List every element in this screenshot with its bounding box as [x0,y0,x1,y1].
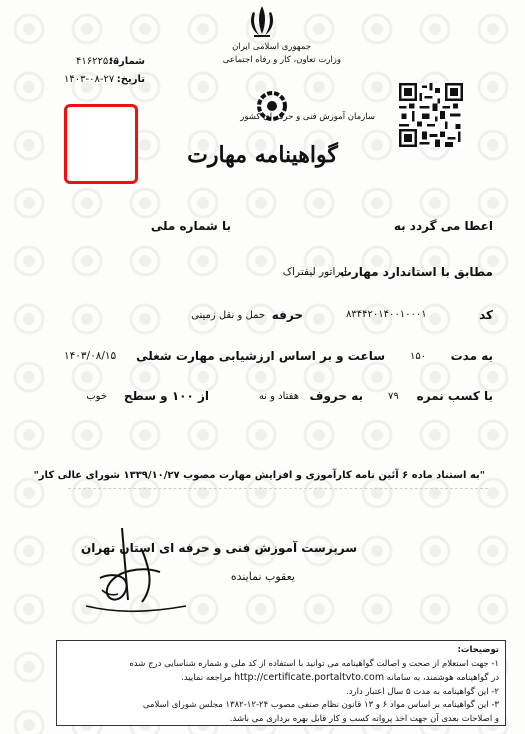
note-line-3: ۲- این گواهینامه به مدت ۵ سال اعتبار دارد. [346,686,499,697]
legal-basis: "به استناد ماده ۶ آئین نامه کارآموزی و افزایش مهارت مصوب ۱۳۳۹/۱۰/۲۷ شورای عالی کار" [33,470,485,481]
signature-mark [82,520,190,620]
verification-link[interactable]: http://certificate.portaltvto.com [234,672,385,683]
notes-box [56,640,506,726]
certificate-number-label: شماره: [109,56,145,67]
in-words-value: هفتاد و نه [258,391,299,402]
certificate-title: گواهینامه مهارت [187,142,338,168]
profession-value: حمل و نقل زمینی [191,310,265,321]
score-label: با کسب نمره [416,389,493,403]
divider [68,488,488,489]
in-words-label: به حروف [309,389,363,403]
profession-label: حرفه [271,308,303,322]
duration-value: ۱۵۰ [410,351,427,362]
signatory-title: سرپرست آموزش فنی و حرفه ای استان تهران [80,541,357,555]
note-line-5: و اصلاحات بعدی آن جهت اخذ پروانه کسب و کار قابل بهره برداری می باشد. [229,713,499,724]
duration-label: به مدت [450,349,493,363]
notes-heading: توضیحات: [457,645,499,655]
qr-code-icon[interactable] [399,82,463,148]
note-line-1: ۱- جهت استعلام از صحت و اصالت گواهینامه می توانید با استفاده از کد ملی و شماره شناسایی درج شده [129,658,499,669]
code-value: ۸۳۴۴۲۰۱۴۰۰۱۰۰۰۱ [346,309,427,320]
hours-and-assessment-label: ساعت و بر اساس ارزشیابی مهارت شغلی [136,349,385,363]
note-line-2-end: مراجعه نمایید. [181,673,232,683]
certificate-date-label: تاریخ: [116,74,145,85]
note-line-2 [63,671,499,686]
assessment-date: ۱۴۰۳/۰۸/۱۵ [64,350,117,362]
ministry-name: وزارت تعاون، کار و رفاه اجتماعی [222,55,341,65]
note-line-2-start: در گواهینامه هوشمند، به سامانه [386,673,499,683]
certificate-number: ۴۱۶۲۲۵۶۵ [76,56,119,67]
score-scale-label: از ۱۰۰ و سطح [123,389,209,403]
signatory-name: یعقوب نماینده [230,570,295,583]
standard-value: اپراتور لیفتراک [282,266,347,278]
code-label: کد [479,308,493,322]
standard-label: مطابق با استاندارد مهارت [339,265,493,279]
issued-to-label: اعطا می گردد به [393,219,493,233]
score-value: ۷۹ [388,391,399,402]
organization-name: سازمان آموزش فنی و حرفه ای کشور [240,112,375,122]
level-value: خوب [86,391,107,402]
country-name: جمهوری اسلامی ایران [232,42,311,52]
iran-emblem-icon [246,4,278,38]
national-id-label: با شماره ملی [150,219,231,233]
note-line-4: ۳- این گواهینامه بر اساس مواد ۶ و ۱۳ قانون نظام صنفی مصوب ۲۴-۱۲-۱۳۸۲ مجلس شورای اسلامی [142,700,499,710]
certificate-date: ۱۴۰۳-۰۸-۲۷ [64,74,115,85]
